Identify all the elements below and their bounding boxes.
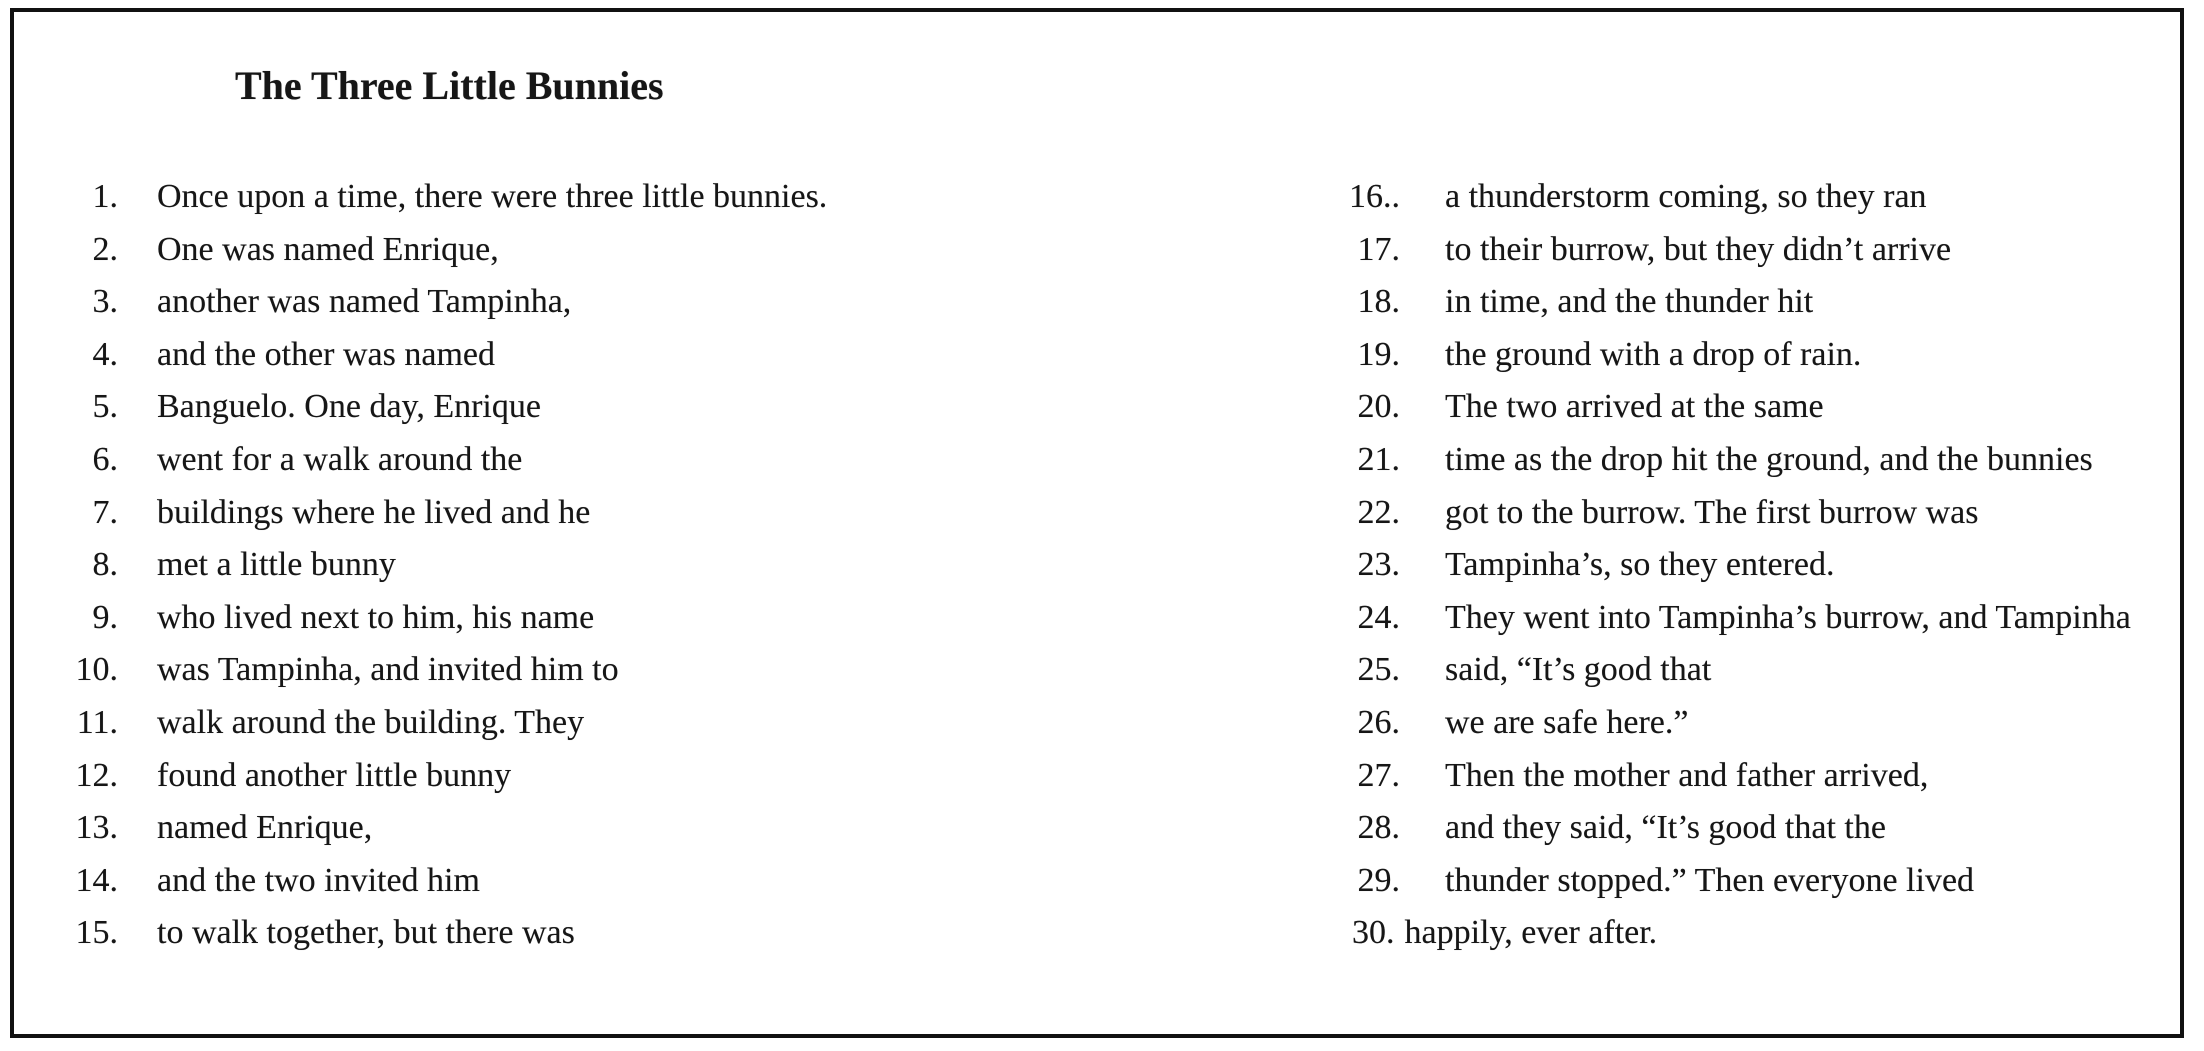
story-line-27: [1330, 750, 2131, 803]
line-text: named Enrique,: [157, 809, 373, 847]
line-number: 23.: [1357, 546, 1400, 584]
line-text: a thunderstorm coming, so they ran: [1445, 178, 1927, 215]
story-line-7: [60, 487, 827, 540]
line-number: 14.: [75, 861, 118, 899]
story-line-10: [60, 644, 827, 697]
story-column-right: [1330, 171, 2131, 960]
line-number: 16..: [1349, 178, 1400, 215]
line-number: 9.: [92, 598, 118, 636]
line-number: 19.: [1357, 335, 1400, 373]
line-number: 7.: [92, 493, 118, 531]
story-line-17: [1330, 224, 2131, 277]
story-line-3: [60, 276, 827, 329]
story-line-13: [60, 802, 827, 855]
story-line-15: [60, 907, 827, 960]
line-text: Once upon a time, there were three little bunnies.: [157, 178, 828, 215]
line-number: 27.: [1357, 756, 1400, 794]
line-number: 12.: [75, 756, 118, 794]
line-number: 22.: [1357, 493, 1400, 531]
story-line-5: [60, 381, 827, 434]
line-text: in time, and the thunder hit: [1445, 283, 1814, 321]
story-line-28: [1330, 802, 2131, 855]
story-column-left: [60, 171, 827, 960]
line-text: to their burrow, but they didn’t arrive: [1445, 230, 1952, 268]
story-line-24: [1330, 592, 2131, 645]
story-line-9: [60, 592, 827, 645]
line-number: 6.: [92, 440, 118, 478]
line-number: 13.: [75, 809, 118, 847]
line-text: went for a walk around the: [157, 440, 523, 478]
line-text: found another little bunny: [157, 756, 512, 794]
story-line-6: [60, 434, 827, 487]
line-text: met a little bunny: [157, 546, 396, 584]
line-text: time as the drop hit the ground, and the bunnies: [1445, 440, 2093, 478]
story-line-2: [60, 224, 827, 277]
story-line-23: [1330, 539, 2131, 592]
line-number: 5.: [92, 388, 118, 426]
story-line-26: [1330, 697, 2131, 750]
line-text: who lived next to him, his name: [157, 598, 595, 636]
line-text: One was named Enrique,: [157, 230, 499, 268]
line-text: said, “It’s good that: [1445, 651, 1712, 689]
line-text: and the two invited him: [157, 861, 480, 899]
line-text: another was named Tampinha,: [157, 283, 572, 321]
story-line-4: [60, 329, 827, 382]
line-number: 1.: [92, 178, 118, 215]
line-text: They went into Tampinha’s burrow, and Tampinha: [1445, 598, 2131, 636]
line-text: Banguelo. One day, Enrique: [157, 388, 541, 426]
line-number: 28.: [1357, 809, 1400, 847]
line-text: The two arrived at the same: [1445, 388, 1824, 426]
line-number: 20.: [1357, 388, 1400, 426]
line-text: happily, ever after.: [1404, 914, 1658, 952]
story-line-20: [1330, 381, 2131, 434]
line-number: 11.: [76, 703, 118, 741]
story-line-19: [1330, 329, 2131, 382]
line-number: 15.: [75, 914, 118, 952]
story-line-16: [1330, 171, 2131, 224]
line-text: and the other was named: [157, 335, 495, 373]
line-text: Then the mother and father arrived,: [1445, 756, 1929, 794]
story-line-22: [1330, 487, 2131, 540]
line-number: 2.: [92, 230, 118, 268]
story-line-1: [60, 171, 827, 224]
story-line-30: [1330, 907, 2131, 960]
line-text: to walk together, but there was: [157, 914, 575, 952]
line-number: 10.: [75, 651, 118, 689]
line-text: got to the burrow. The first burrow was: [1445, 493, 1979, 531]
line-text: and they said, “It’s good that the: [1445, 809, 1886, 847]
line-text: buildings where he lived and he: [157, 493, 591, 531]
line-text: we are safe here.”: [1445, 703, 1689, 741]
line-number: 21.: [1357, 440, 1400, 478]
line-text: Tampinha’s, so they entered.: [1445, 546, 1835, 584]
line-number: 4.: [92, 335, 118, 373]
story-title: The Three Little Bunnies: [235, 63, 664, 108]
line-number: 3.: [92, 283, 118, 321]
story-line-18: [1330, 276, 2131, 329]
line-number: 30.: [1352, 914, 1395, 952]
line-number: 17.: [1357, 230, 1400, 268]
line-text: thunder stopped.” Then everyone lived: [1445, 861, 1975, 899]
story-line-21: [1330, 434, 2131, 487]
story-line-14: [60, 855, 827, 908]
story-line-25: [1330, 644, 2131, 697]
story-line-12: [60, 750, 827, 803]
line-number: 8.: [92, 546, 118, 584]
story-line-8: [60, 539, 827, 592]
line-number: 25.: [1357, 651, 1400, 689]
line-text: was Tampinha, and invited him to: [157, 651, 619, 689]
story-line-11: [60, 697, 827, 750]
line-number: 24.: [1357, 598, 1400, 636]
line-number: 18.: [1357, 283, 1400, 321]
story-line-29: [1330, 855, 2131, 908]
line-text: the ground with a drop of rain.: [1445, 335, 1862, 373]
line-text: walk around the building. They: [157, 703, 585, 741]
line-number: 29.: [1357, 861, 1400, 899]
line-number: 26.: [1357, 703, 1400, 741]
